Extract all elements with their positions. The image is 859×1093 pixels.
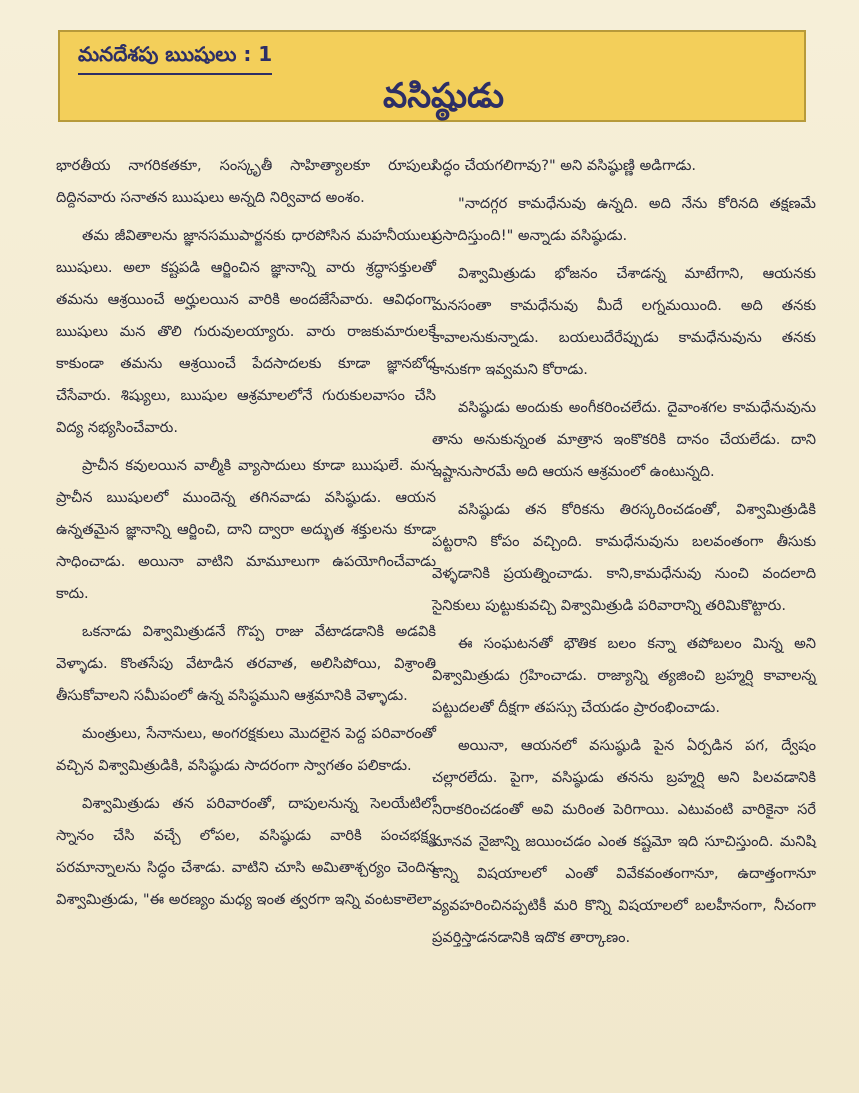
- paragraph: భారతీయ నాగరికతకూ, సంస్కృతీ సాహిత్యాలకూ రూపులు దిద్దినవారు సనాతన ఋషులు అన్నది నిర్వివాద అంశం.: [56, 157, 436, 206]
- paragraph: సిద్ధం చేయగలిగావు?" అని వసిష్ఠుణ్ణి అడిగాడు.: [432, 157, 697, 174]
- paragraph: మంత్రులు, సేనానులు, అంగరక్షకులు మొదలైన పెద్ద పరివారంతో వచ్చిన విశ్వామిత్రుడికి, వసిష్ఠుడు సాదరంగా స్వాగతం పలికాడు.: [56, 725, 436, 774]
- paragraph: "నాదగ్గర కామధేనువు ఉన్నది. అది నేను కోరినది తక్షణమే ప్రసాదిస్తుంది!" అన్నాడు వసిష్ఠుడు.: [432, 195, 816, 244]
- series-label: మనదేశపు ఋషులు : 1: [78, 42, 272, 75]
- paragraph: విశ్వామిత్రుడు భోజనం చేశాడన్న మాటేగాని, ఆయనకు మనసంతా కామధేనువు మీదే లగ్నమయింది. అది తనకు కావాలనుకున్నాడు. బయలుదేరేప్పుడు కామధేనువును తనకు కానుకగా ఇవ్వమని కోరాడు.: [432, 265, 816, 378]
- paragraph: ప్రాచీన కవులయిన వాల్మీకి వ్యాసాదులు కూడా ఋషులే. మన ప్రాచీన ఋషులలో ముందెన్న తగినవాడు వసిష్ఠుడు. ఆయన ఉన్నతమైన జ్ఞానాన్ని ఆర్జించి, దాని ద్వారా అద్భుత శక్తులను కూడా సాధించాడు. అయినా వాటిని మామూలుగా ఉపయోగించేవాడు కాదు.: [56, 457, 436, 602]
- header-banner: [58, 30, 806, 122]
- article-title: వసిష్ఠుడు: [383, 76, 504, 116]
- paragraph: ఈ సంఘటనతో భౌతిక బలం కన్నా తపోబలం మిన్న అని విశ్వామిత్రుడు గ్రహించాడు. రాజ్యాన్ని త్యజించి బ్రహ్మర్షి కావాలన్న పట్టుదలతో దీక్షగా తపస్సు చేయడం ప్రారంభించాడు.: [432, 635, 816, 716]
- paragraph: ఒకనాడు విశ్వామిత్రుడనే గొప్ప రాజు వేటాడడానికి అడవికి వెళ్ళాడు. కొంతసేపు వేటాడిన తరవాత, అలిసిపోయి, విశ్రాంతి తీసుకోవాలని సమీపంలో ఉన్న వసిష్ఠముని ఆశ్రమానికి వెళ్ళాడు.: [56, 623, 436, 704]
- paragraph: వసిష్ఠుడు తన కోరికను తిరస్కరించడంతో, విశ్వామిత్రుడికి పట్టరాని కోపం వచ్చింది. కామధేనువును బలవంతంగా తీసుకు వెళ్ళడానికి ప్రయత్నించాడు. కాని,కామధేనువు నుంచి వందలాది సైనికులు పుట్టుకువచ్చి విశ్వామిత్రుడి పరివారాన్ని తరిమికొట్టారు.: [432, 501, 816, 614]
- left-column: [56, 150, 436, 922]
- right-column: [432, 150, 816, 960]
- paragraph: వసిష్ఠుడు అందుకు అంగీకరించలేదు. దైవాంశగల కామధేనువును తాను అనుకున్నంత మాత్రాన ఇంకొకరికి దానం చేయలేడు. దాని ఇష్టానుసారమే అది ఆయన ఆశ్రమంలో ఉంటున్నది.: [432, 399, 816, 480]
- paragraph: తమ జీవితాలను జ్ఞానసముపార్జనకు ధారపోసిన మహనీయులు ఋషులు. అలా కష్టపడి ఆర్జించిన జ్ఞానాన్ని వారు శ్రద్ధాసక్తులతో తమను ఆశ్రయించే అర్హులయిన వారికి అందజేసేవారు. ఆవిధంగా ఋషులు మన తొలి గురువులయ్యారు. వారు రాజకుమారులకే కాకుండా తమను ఆశ్రయించే పేదసాదలకు కూడా జ్ఞానబోధ చేసేవారు. శిష్యులు, ఋషుల ఆశ్రమాలలోనే గురుకులవాసం చేసి విద్య నభ్యసించేవారు.: [56, 227, 436, 436]
- paragraph: విశ్వామిత్రుడు తన పరివారంతో, దాపులనున్న సెలయేటిలో స్నానం చేసి వచ్చే లోపల, వసిష్ఠుడు వారికి పంచభక్ష్య పరమాన్నాలను సిద్ధం చేశాడు. వాటిని చూసి అమితాశ్చర్యం చెందిన విశ్వామిత్రుడు, "ఈ అరణ్యం మధ్య ఇంత త్వరగా ఇన్ని వంటకాలెలా: [56, 795, 436, 908]
- paragraph: అయినా, ఆయనలో వసుష్ఠుడి పైన ఏర్పడిన పగ, ద్వేషం చల్లారలేదు. పైగా, వసిష్ఠుడు తనను బ్రహ్మర్షి అని పిలవడానికి నిరాకరించడంతో అవి మరింత పెరిగాయి. ఎటువంటి వారికైనా సరే మానవ నైజాన్ని జయించడం ఎంత కష్టమో ఇది సూచిస్తుంది. మనిషి కొన్ని విషయాలలో ఎంతో వివేకవంతంగానూ, ఉదాత్తంగానూ వ్యవహరించినప్పటికీ మరి కొన్ని విషయాలలో బలహీనంగా, నీచంగా ప్రవర్తిస్తాడనడానికి ఇదొక తార్కాణం.: [432, 737, 816, 946]
